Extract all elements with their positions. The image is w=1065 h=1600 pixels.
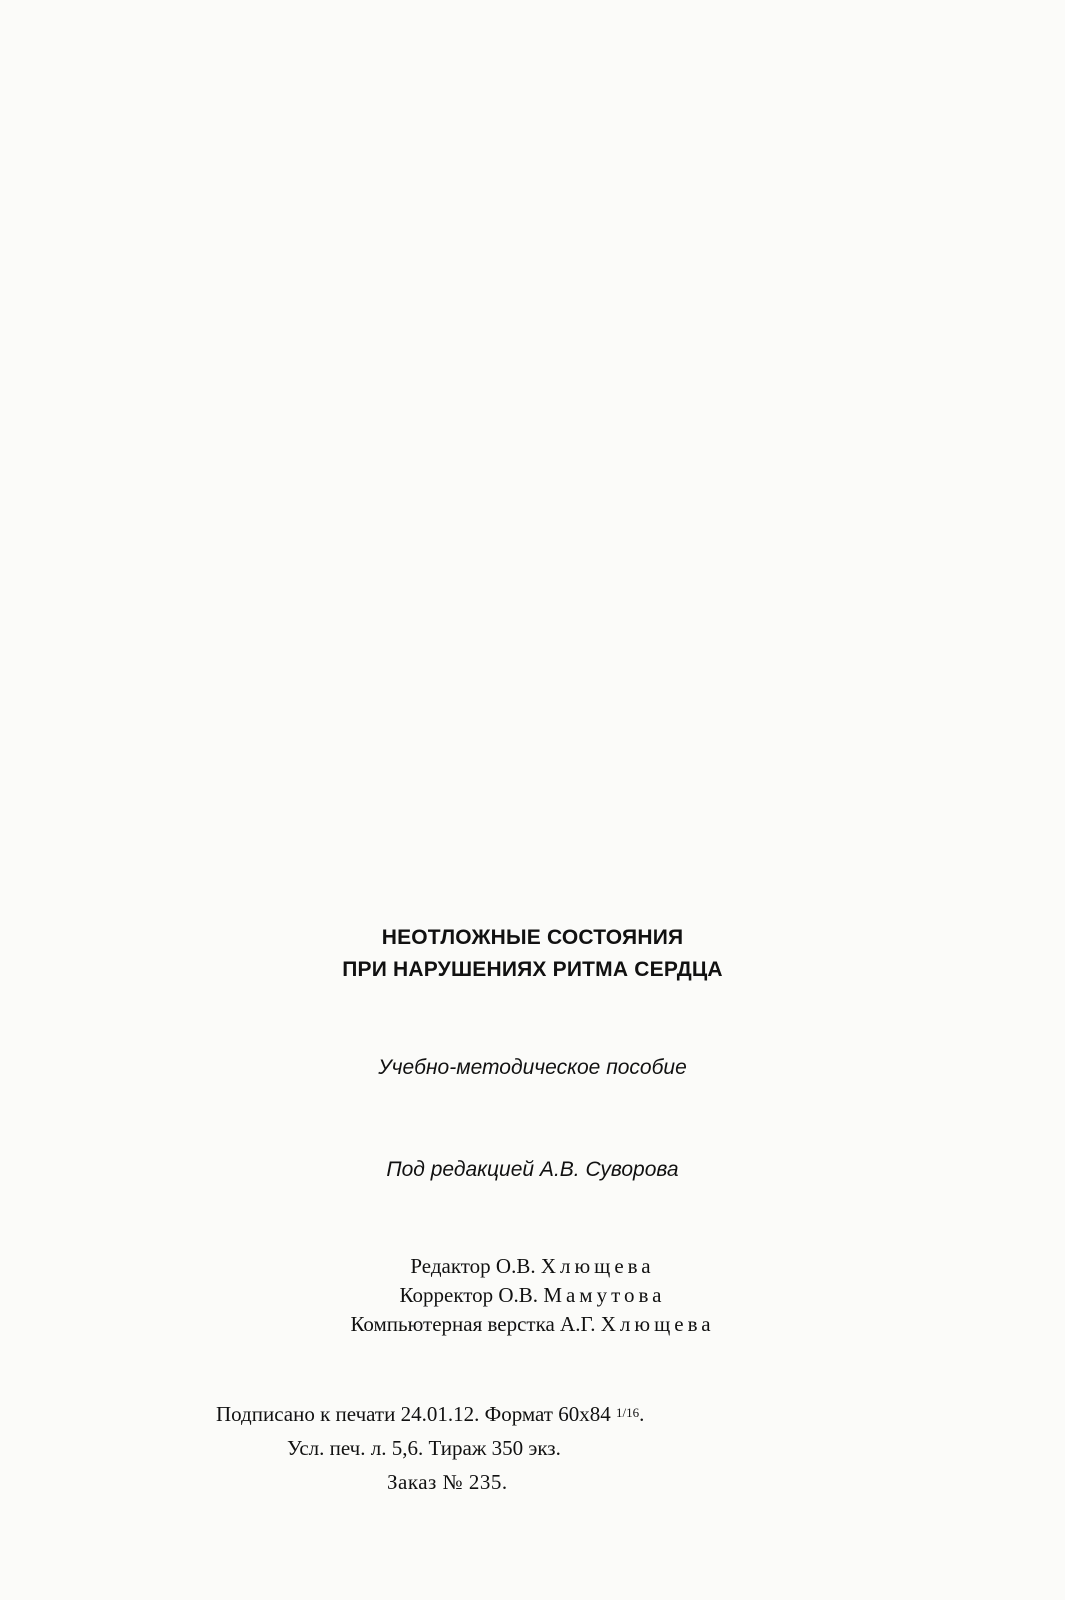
credit-role: Компьютерная верстка А.Г. bbox=[350, 1312, 596, 1336]
imprint-format-fraction: 1/16 bbox=[615, 1405, 640, 1420]
credit-layout bbox=[0, 1310, 1065, 1339]
book-subtitle: Учебно-методическое пособие bbox=[378, 1056, 687, 1079]
edited-by: Под редакцией А.В. Суворова bbox=[386, 1158, 679, 1181]
credit-name: Хлющева bbox=[600, 1312, 715, 1336]
credit-name: Хлющева bbox=[540, 1254, 655, 1278]
imprint-print-info bbox=[216, 1402, 644, 1427]
credit-name: Мамутова bbox=[543, 1283, 666, 1307]
book-title-line-1: НЕОТЛОЖНЫЕ СОСТОЯНИЯ bbox=[381, 926, 684, 949]
imprint-print-run: Усл. печ. л. 5,6. Тираж 350 экз. bbox=[287, 1436, 561, 1460]
imprint-order-number: Заказ № 235. bbox=[387, 1470, 508, 1494]
credit-editor bbox=[0, 1252, 1065, 1281]
credits-block bbox=[0, 1252, 1065, 1339]
credit-role: Редактор О.В. bbox=[410, 1254, 536, 1278]
credit-role: Корректор О.В. bbox=[399, 1283, 539, 1307]
book-title-line-2: ПРИ НАРУШЕНИЯХ РИТМА СЕРДЦА bbox=[342, 958, 723, 981]
imprint-line-end: . bbox=[639, 1402, 645, 1426]
imprint-signed-format: Подписано к печати 24.01.12. Формат 60х84 bbox=[216, 1402, 611, 1426]
credit-proofreader bbox=[0, 1281, 1065, 1310]
